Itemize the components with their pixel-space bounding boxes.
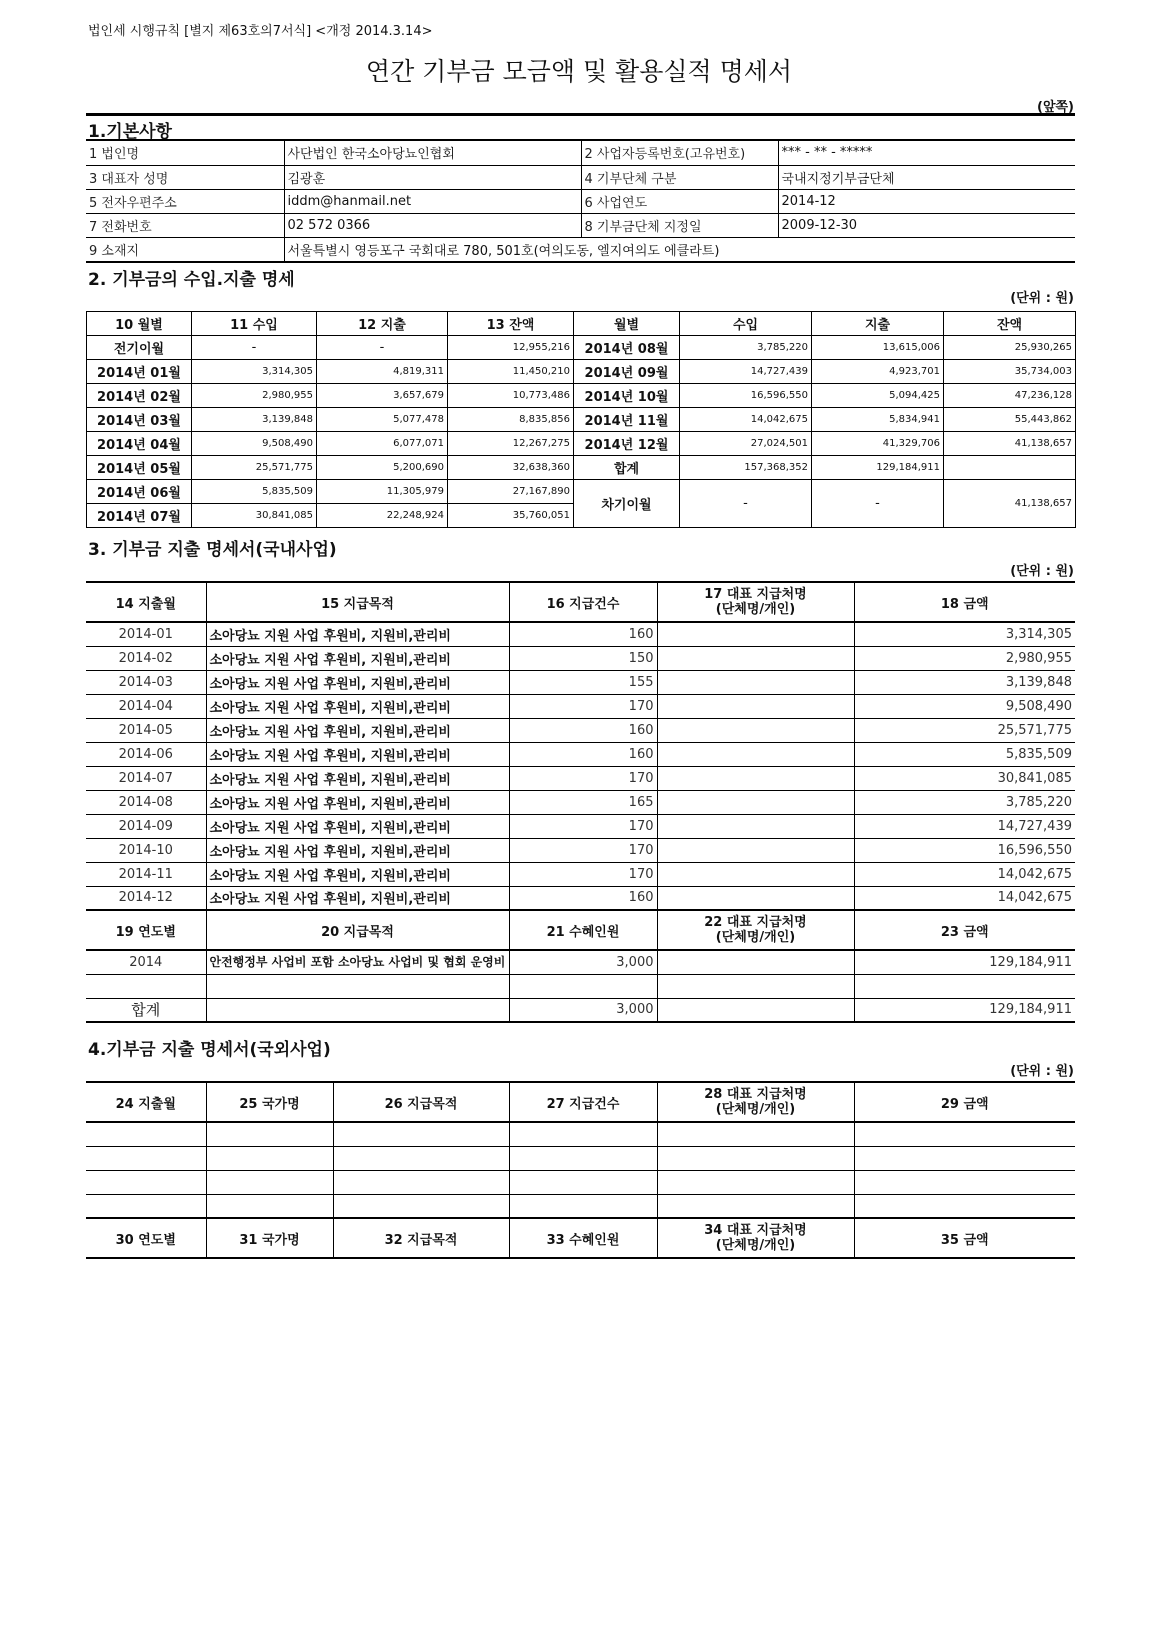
domestic-row [86,766,1075,790]
col-header: 11 수입 [192,312,317,336]
income-cell: 16,596,550 [680,384,812,408]
purpose-cell: 소아당뇨 지원 사업 후원비, 지원비,관리비 [206,790,509,814]
expense-cell: 22,248,924 [317,504,448,528]
payee-cell [657,622,854,646]
col-header: 14 지출월 [86,582,206,622]
payee-cell [657,790,854,814]
col-header: 10 월별 [87,312,192,336]
label-designation-date: 8 기부금단체 지정일 [581,213,778,237]
col-header: 15 지급목적 [206,582,509,622]
col-header: 월별 [574,312,680,336]
balance-cell: 12,267,275 [448,432,574,456]
amount-cell: 14,727,439 [854,814,1075,838]
income-cell: 3,139,848 [192,408,317,432]
monthly-row [87,384,1076,408]
month-cell: 2014년 04월 [87,432,192,456]
expense-cell: 4,819,311 [317,360,448,384]
basic-row [86,165,1075,189]
domestic-row [86,838,1075,862]
total-income-cell: 157,368,352 [680,456,812,480]
col-header: 34 대표 지급처명 (단체명/개인) [657,1218,854,1258]
amount-cell: 25,571,775 [854,718,1075,742]
purpose-cell: 소아당뇨 지원 사업 후원비, 지원비,관리비 [206,766,509,790]
balance-cell: 12,955,216 [448,336,574,360]
overseas-empty-row [86,1146,1075,1170]
expense-cell: - [317,336,448,360]
value-phone: 02 572 0366 [284,213,581,237]
overseas-empty-row [86,1194,1075,1218]
payee-cell [657,886,854,910]
col-header: 수입 [680,312,812,336]
year-header-row [86,910,1075,950]
count-cell: 155 [509,670,657,694]
label-phone: 7 전화번호 [86,213,284,237]
payee-cell [657,694,854,718]
monthly-header-row [87,312,1076,336]
domestic-header-row [86,582,1075,622]
balance-cell: 35,760,051 [448,504,574,528]
amount-cell: 9,508,490 [854,694,1075,718]
overseas-header-row [86,1082,1075,1122]
month-cell: 2014년 06월 [87,480,192,504]
total-amount-cell: 129,184,911 [854,998,1075,1022]
label-business-no: 2 사업자등록번호(고유번호) [581,141,778,165]
col-header: 24 지출월 [86,1082,206,1122]
col-header: 16 지급건수 [509,582,657,622]
balance-cell: 10,773,486 [448,384,574,408]
section-3-heading: 3. 기부금 지출 명세서(국내사업) [88,540,337,560]
month-cell: 전기이월 [87,336,192,360]
count-cell: 170 [509,766,657,790]
purpose-cell: 소아당뇨 지원 사업 후원비, 지원비,관리비 [206,862,509,886]
domestic-row [86,622,1075,646]
amount-cell: 30,841,085 [854,766,1075,790]
balance-cell: 11,450,210 [448,360,574,384]
count-cell: 170 [509,814,657,838]
purpose-cell: 소아당뇨 지원 사업 후원비, 지원비,관리비 [206,718,509,742]
carry-forward-label: 차기이월 [574,480,680,528]
empty-cell [854,974,1075,998]
overseas-empty-row [86,1170,1075,1194]
monthly-table [86,311,1076,528]
balance-cell: 47,236,128 [944,384,1076,408]
empty-cell [206,998,509,1022]
payee-cell [657,950,854,974]
month-cell: 2014년 07월 [87,504,192,528]
basic-row [86,141,1075,165]
col-header: 33 수혜인원 [509,1218,657,1258]
count-cell: 150 [509,646,657,670]
section-1-rule [86,113,1075,116]
month-cell: 2014년 01월 [87,360,192,384]
amount-cell: 3,785,220 [854,790,1075,814]
year-cell: 2014 [86,950,206,974]
col-header: 12 지출 [317,312,448,336]
col-header: 29 금액 [854,1082,1075,1122]
value-email: iddm@hanmail.net [284,189,581,213]
beneficiaries-cell: 3,000 [509,950,657,974]
expense-cell: 3,657,679 [317,384,448,408]
col-header: 35 금액 [854,1218,1075,1258]
section-4-unit: (단위 : 원) [1010,1064,1074,1079]
col-header: 19 연도별 [86,910,206,950]
balance-cell: 27,167,890 [448,480,574,504]
month-cell: 2014-11 [86,862,206,886]
income-cell: 2,980,955 [192,384,317,408]
page-title: 연간 기부금 모금액 및 활용실적 명세서 [365,57,793,86]
total-label: 합계 [86,998,206,1022]
month-cell: 2014년 05월 [87,456,192,480]
month-cell: 2014-01 [86,622,206,646]
income-cell: - [192,336,317,360]
month-cell: 2014년 12월 [574,432,680,456]
monthly-row [87,432,1076,456]
overseas-table [86,1081,1075,1259]
month-cell: 2014-06 [86,742,206,766]
monthly-row [87,336,1076,360]
total-label: 합계 [574,456,680,480]
empty-cell [657,974,854,998]
month-cell: 2014-12 [86,886,206,910]
payee-cell [657,670,854,694]
purpose-cell: 소아당뇨 지원 사업 후원비, 지원비,관리비 [206,838,509,862]
domestic-table [86,581,1075,1023]
month-cell: 2014-03 [86,670,206,694]
col-header: 지출 [812,312,944,336]
purpose-cell: 소아당뇨 지원 사업 후원비, 지원비,관리비 [206,814,509,838]
domestic-row [86,790,1075,814]
purpose-cell: 소아당뇨 지원 사업 후원비, 지원비,관리비 [206,694,509,718]
domestic-row [86,742,1075,766]
col-header: 20 지급목적 [206,910,509,950]
income-cell: 5,835,509 [192,480,317,504]
income-cell: 3,314,305 [192,360,317,384]
purpose-cell: 소아당뇨 지원 사업 후원비, 지원비,관리비 [206,670,509,694]
balance-cell: 32,638,360 [448,456,574,480]
balance-cell: 25,930,265 [944,336,1076,360]
expense-cell: 41,329,706 [812,432,944,456]
income-cell: 14,727,439 [680,360,812,384]
balance-cell: 55,443,862 [944,408,1076,432]
section-1-heading: 1.기본사항 [88,122,172,142]
overseas-empty-row [86,1122,1075,1146]
col-header: 31 국가명 [206,1218,333,1258]
balance-cell: 41,138,657 [944,432,1076,456]
col-header: 잔액 [944,312,1076,336]
value-fiscal-year: 2014-12 [778,189,1075,213]
count-cell: 165 [509,790,657,814]
payee-cell [657,862,854,886]
col-header: 18 금액 [854,582,1075,622]
col-header: 17 대표 지급처명 (단체명/개인) [657,582,854,622]
amount-cell: 3,139,848 [854,670,1075,694]
income-cell: 14,042,675 [680,408,812,432]
carry-expense-cell: - [812,480,944,528]
count-cell: 160 [509,742,657,766]
domestic-row [86,718,1075,742]
label-email: 5 전자우편주소 [86,189,284,213]
monthly-row [87,480,1076,504]
expense-cell: 5,094,425 [812,384,944,408]
count-cell: 170 [509,838,657,862]
month-cell: 2014-07 [86,766,206,790]
payee-cell [657,718,854,742]
month-cell: 2014년 10월 [574,384,680,408]
expense-cell: 11,305,979 [317,480,448,504]
purpose-cell: 소아당뇨 지원 사업 후원비, 지원비,관리비 [206,886,509,910]
domestic-row [86,694,1075,718]
balance-cell: 8,835,856 [448,408,574,432]
col-header: 30 연도별 [86,1218,206,1258]
value-business-no: *** - ** - ***** [778,141,1075,165]
payee-cell [657,646,854,670]
amount-cell: 16,596,550 [854,838,1075,862]
label-corp-name: 1 법인명 [86,141,284,165]
month-cell: 2014년 11월 [574,408,680,432]
amount-cell: 2,980,955 [854,646,1075,670]
year-row [86,950,1075,974]
section-4-heading: 4.기부금 지출 명세서(국외사업) [88,1040,331,1060]
income-cell: 30,841,085 [192,504,317,528]
basic-row [86,189,1075,213]
amount-cell: 14,042,675 [854,862,1075,886]
monthly-row [87,360,1076,384]
expense-cell: 4,923,701 [812,360,944,384]
domestic-row [86,646,1075,670]
col-header: 27 지급건수 [509,1082,657,1122]
col-header: 26 지급목적 [333,1082,509,1122]
payee-cell [657,742,854,766]
empty-cell [509,974,657,998]
count-cell: 160 [509,622,657,646]
empty-cell [86,974,206,998]
month-cell: 2014년 08월 [574,336,680,360]
expense-cell: 5,200,690 [317,456,448,480]
basic-info-table [86,141,1075,262]
col-header: 13 잔액 [448,312,574,336]
overseas-year-header-row [86,1218,1075,1258]
month-cell: 2014-10 [86,838,206,862]
col-header: 21 수혜인원 [509,910,657,950]
empty-row [86,974,1075,998]
month-cell: 2014-04 [86,694,206,718]
carry-income-cell: - [680,480,812,528]
col-header: 23 금액 [854,910,1075,950]
month-cell: 2014년 02월 [87,384,192,408]
purpose-cell: 안전행정부 사업비 포함 소아당뇨 사업비 및 협회 운영비 [206,950,509,974]
basic-row [86,237,1075,261]
form-reference: 법인세 시행규칙 [별지 제63호의7서식] <개정 2014.3.14> [88,24,433,39]
count-cell: 170 [509,862,657,886]
empty-cell [206,974,509,998]
income-cell: 25,571,775 [192,456,317,480]
expense-cell: 5,834,941 [812,408,944,432]
col-header: 28 대표 지급처명 (단체명/개인) [657,1082,854,1122]
total-beneficiaries-cell: 3,000 [509,998,657,1022]
value-representative: 김광훈 [284,165,581,189]
month-cell: 2014-08 [86,790,206,814]
month-cell: 2014-09 [86,814,206,838]
expense-cell: 5,077,478 [317,408,448,432]
col-header: 22 대표 지급처명 (단체명/개인) [657,910,854,950]
monthly-row [87,408,1076,432]
amount-cell: 5,835,509 [854,742,1075,766]
label-address: 9 소재지 [86,237,284,261]
count-cell: 160 [509,718,657,742]
label-fiscal-year: 6 사업연도 [581,189,778,213]
label-org-type: 4 기부단체 구분 [581,165,778,189]
purpose-cell: 소아당뇨 지원 사업 후원비, 지원비,관리비 [206,622,509,646]
month-cell: 2014-05 [86,718,206,742]
month-cell: 2014-02 [86,646,206,670]
payee-cell [657,766,854,790]
value-address: 서울특별시 영등포구 국회대로 780, 501호(여의도동, 엘지여의도 에클라트) [284,237,1075,261]
amount-cell: 3,314,305 [854,622,1075,646]
expense-cell: 6,077,071 [317,432,448,456]
payee-cell [657,838,854,862]
section-2-heading: 2. 기부금의 수입.지출 명세 [88,270,295,290]
income-cell: 3,785,220 [680,336,812,360]
purpose-cell: 소아당뇨 지원 사업 후원비, 지원비,관리비 [206,646,509,670]
empty-cell [657,998,854,1022]
amount-cell: 14,042,675 [854,886,1075,910]
purpose-cell: 소아당뇨 지원 사업 후원비, 지원비,관리비 [206,742,509,766]
amount-cell: 129,184,911 [854,950,1075,974]
month-cell: 2014년 03월 [87,408,192,432]
domestic-row [86,886,1075,910]
income-cell: 9,508,490 [192,432,317,456]
section-2-unit: (단위 : 원) [1010,291,1074,306]
value-corp-name: 사단법인 한국소아당뇨인협회 [284,141,581,165]
payee-cell [657,814,854,838]
total-row [86,998,1075,1022]
count-cell: 160 [509,886,657,910]
domestic-row [86,862,1075,886]
label-representative: 3 대표자 성명 [86,165,284,189]
total-balance-cell [944,456,1076,480]
value-designation-date: 2009-12-30 [778,213,1075,237]
monthly-row [87,456,1076,480]
col-header: 25 국가명 [206,1082,333,1122]
section-2-rule [86,261,1075,263]
domestic-row [86,670,1075,694]
value-org-type: 국내지정기부금단체 [778,165,1075,189]
col-header: 32 지급목적 [333,1218,509,1258]
count-cell: 170 [509,694,657,718]
section-3-unit: (단위 : 원) [1010,564,1074,579]
total-expense-cell: 129,184,911 [812,456,944,480]
month-cell: 2014년 09월 [574,360,680,384]
income-cell: 27,024,501 [680,432,812,456]
domestic-row [86,814,1075,838]
expense-cell: 13,615,006 [812,336,944,360]
basic-row [86,213,1075,237]
carry-balance-cell: 41,138,657 [944,480,1076,528]
page-side-label: (앞쪽) [1037,100,1074,115]
balance-cell: 35,734,003 [944,360,1076,384]
